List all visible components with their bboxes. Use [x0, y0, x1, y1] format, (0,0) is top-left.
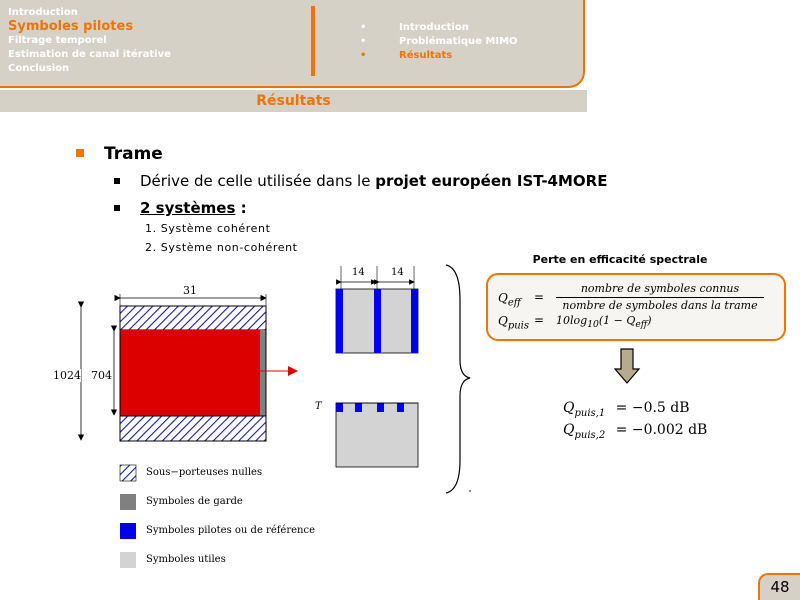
eq-sign-1: =	[534, 290, 545, 304]
pilot-block-4	[397, 403, 404, 412]
bullet-icon: •	[360, 50, 367, 61]
null-subcarriers-top	[120, 306, 266, 330]
pilot-column-2	[374, 289, 381, 353]
formula-box	[486, 273, 786, 341]
legend-key-hatch	[120, 465, 136, 481]
bullet-trame-text: Trame	[104, 144, 163, 164]
nav-item-filtrage-temporel[interactable]: Filtrage temporel	[8, 35, 107, 46]
list-item-coherent: 1. Système cohérent	[145, 222, 271, 235]
nav-item-introduction[interactable]: Introduction	[8, 7, 78, 18]
useful-symbols-block	[120, 330, 260, 416]
page-number: 48	[758, 573, 800, 600]
q-puis-symbol: $Q_{puis}$	[498, 314, 530, 332]
q-eff-symbol: $Q_{eff}$	[498, 291, 521, 309]
fraction-bar	[556, 297, 764, 298]
down-arrow-icon	[615, 349, 639, 383]
bullet-derive-bold: projet européen IST-4MORE	[375, 172, 608, 190]
pilot-block-1	[336, 403, 343, 412]
nav-item-estimation-canal[interactable]: Estimation de canal itérative	[8, 49, 171, 60]
bullet-icon: •	[360, 22, 367, 33]
panel-title: Perte en efficacité spectrale	[532, 253, 708, 266]
dim-label-704: 704	[91, 369, 112, 382]
bullet-derive-prefix: Dérive de celle utilisée dans le	[140, 172, 376, 190]
bullet-icon: •	[360, 36, 367, 47]
legend-label-guard: Symboles de garde	[146, 496, 243, 507]
subnav-label: Problématique MIMO	[399, 36, 518, 47]
subnav-label: Introduction	[399, 22, 469, 33]
result-qpuis-2: $Q_{puis,2} = -0.002$ dB	[563, 422, 708, 441]
legend-label-useful: Symboles utiles	[146, 554, 226, 565]
eq-sign-2: =	[534, 313, 545, 327]
subnav-label: Résultats	[399, 50, 453, 61]
legend-label-null: Sous−porteuses nulles	[146, 467, 263, 478]
fraction-denominator: nombre de symboles dans la trame	[562, 299, 758, 312]
right-brace-icon	[446, 265, 470, 493]
fraction-numerator: nombre de symboles connus	[580, 282, 740, 295]
dim-label-T: T	[315, 401, 322, 412]
pilot-column-3	[411, 289, 418, 353]
legend-label-pilot: Symboles pilotes ou de référence	[146, 525, 316, 536]
nav-item-conclusion[interactable]: Conclusion	[8, 63, 70, 74]
dim-label-14b: 14	[391, 267, 404, 278]
null-subcarriers-bottom	[120, 416, 266, 441]
bullet-deux-systemes-underlined: 2 systèmes	[140, 199, 236, 217]
pilot-block-2	[355, 403, 362, 412]
pilot-block-3	[377, 403, 384, 412]
pilot-column-1	[336, 289, 343, 353]
dim-label-31: 31	[183, 284, 197, 297]
legend-key-guard	[120, 494, 136, 510]
nav-item-symboles-pilotes[interactable]: Symboles pilotes	[8, 19, 134, 34]
bullet-deux-systemes-suffix: :	[235, 199, 247, 217]
result-qpuis-1: $Q_{puis,1} = -0.5$ dB	[563, 400, 690, 419]
legend-key-useful	[120, 552, 136, 568]
guard-symbols-column	[260, 330, 266, 416]
dim-label-14a: 14	[352, 267, 365, 278]
qpuis-expression: $10\log_{10}(1 - Q_{eff})$	[556, 314, 652, 331]
dim-label-1024: 1024	[53, 369, 81, 382]
list-item-non-coherent: 2. Système non-cohérent	[145, 241, 298, 254]
legend-key-pilot	[120, 523, 136, 539]
section-title: Résultats	[256, 93, 331, 109]
noncoherent-frame-zoom	[336, 403, 418, 467]
